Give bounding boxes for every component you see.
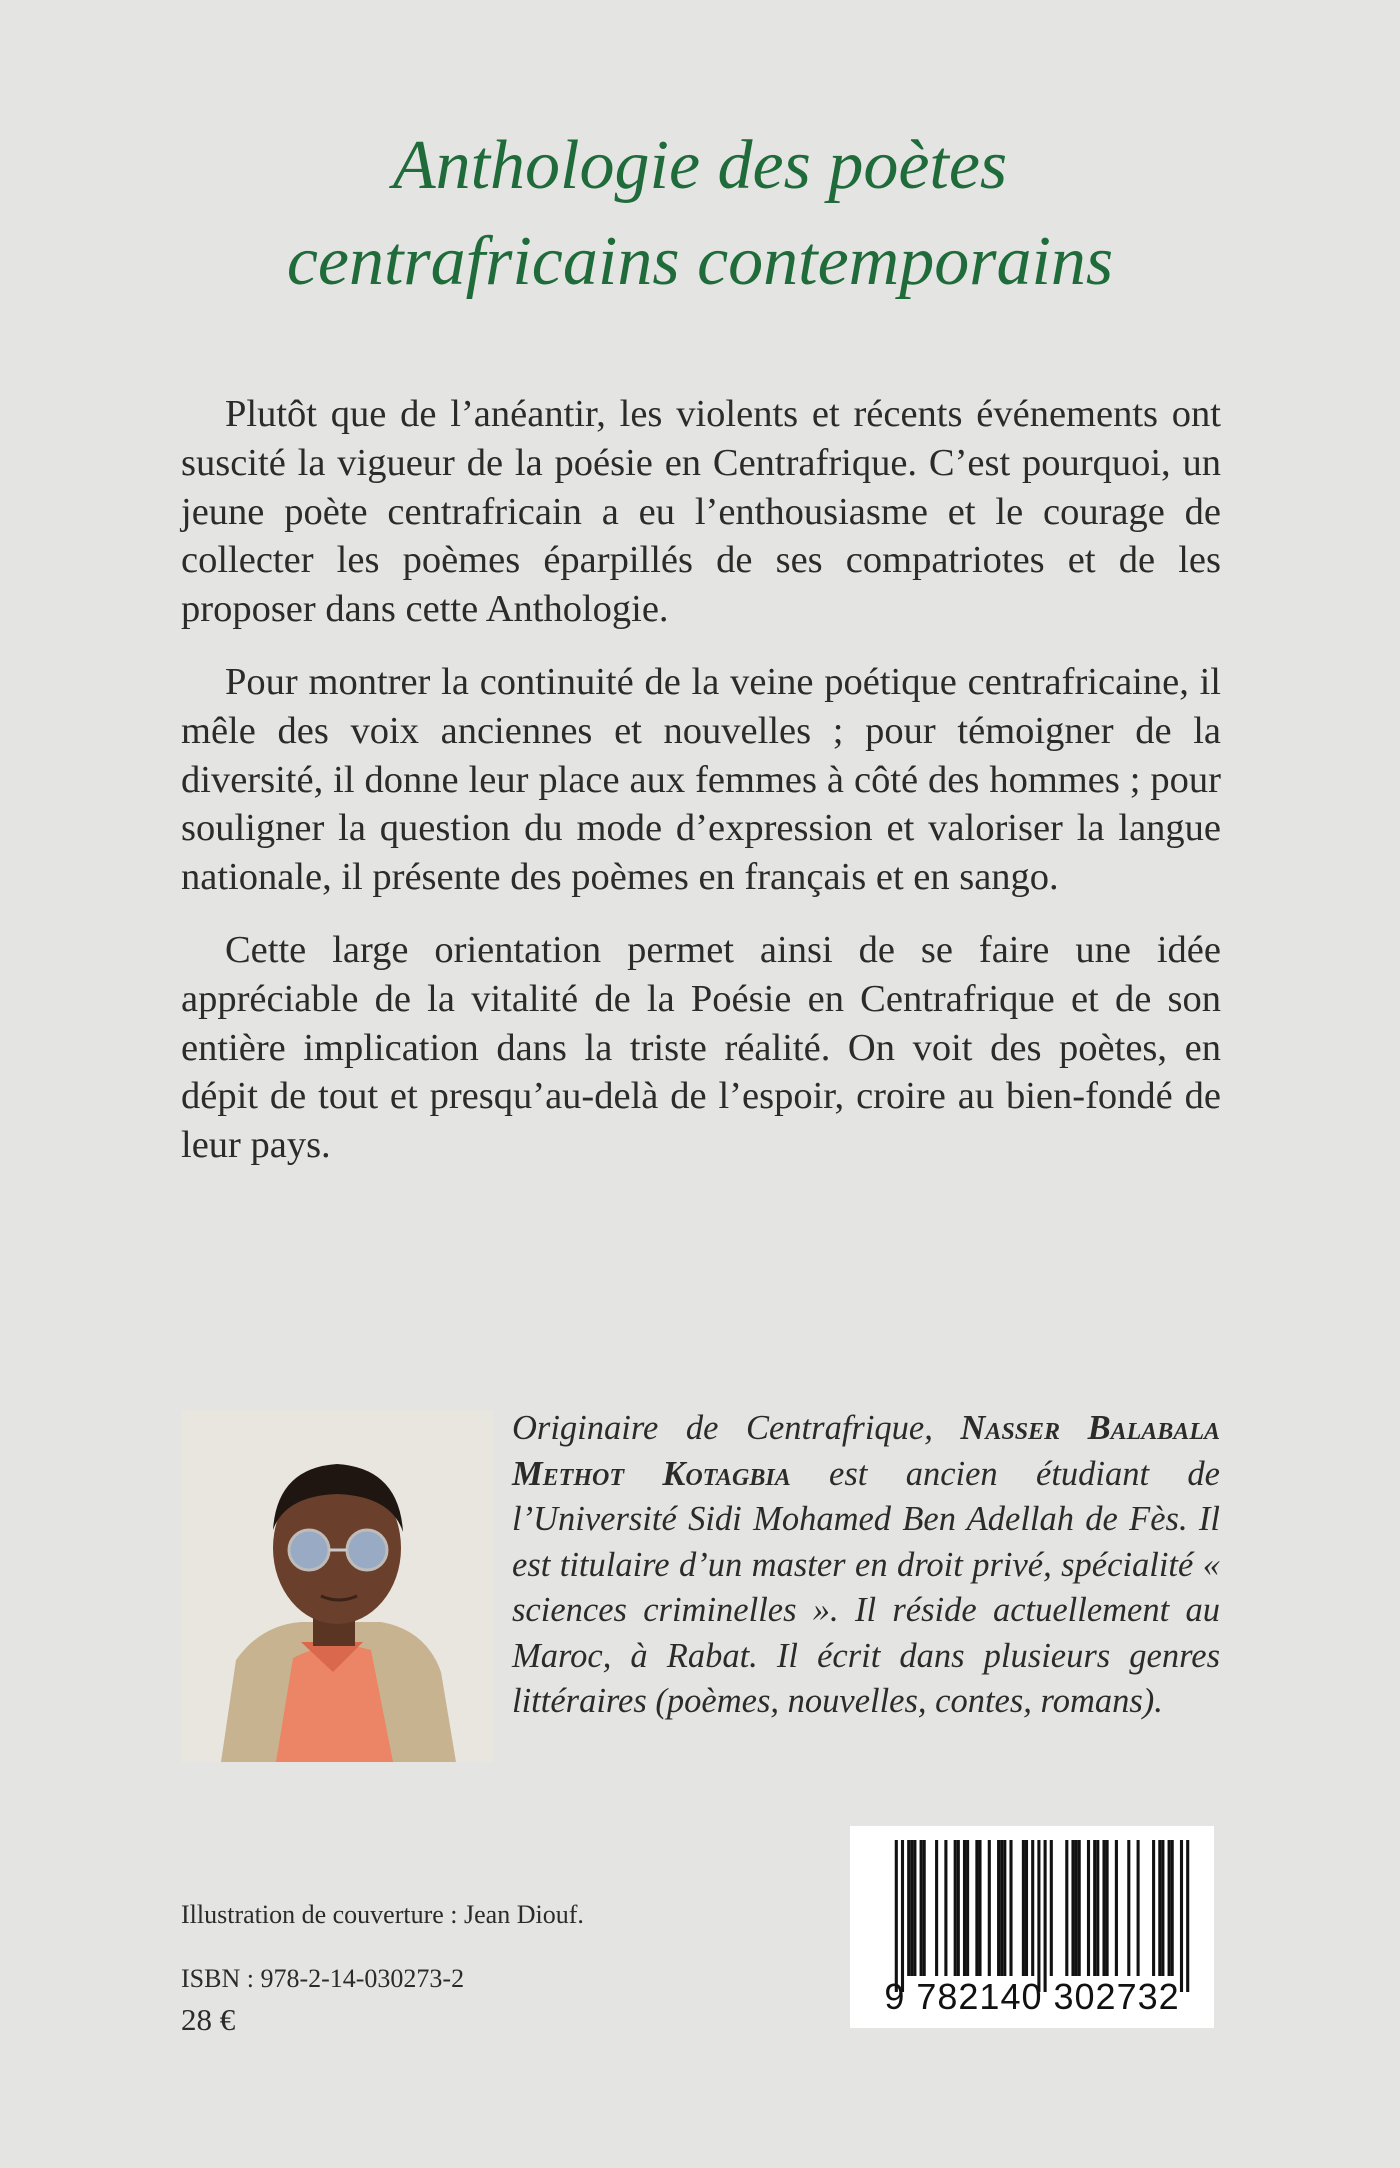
barcode-bar (1180, 1840, 1183, 1992)
barcode-bar (1161, 1840, 1164, 1976)
barcode-bar (1075, 1840, 1078, 1976)
bio-prefix: Originaire de Centrafrique, (512, 1409, 961, 1447)
barcode-bar (1102, 1840, 1105, 1976)
barcode-bar (1022, 1840, 1025, 1976)
barcode-bar (1127, 1840, 1130, 1976)
barcode-bar (1171, 1840, 1174, 1976)
barcode-bar (920, 1840, 923, 1976)
barcode-bar (954, 1840, 957, 1976)
isbn: ISBN : 978-2-14-030273-2 (181, 1964, 465, 1993)
blurb (181, 390, 1221, 1194)
barcode-bar (907, 1840, 910, 1976)
book-title (0, 118, 1400, 310)
barcode-bar (1065, 1840, 1068, 1976)
barcode-bar (975, 1840, 978, 1976)
barcode-bar (944, 1840, 947, 1976)
barcode-bar (923, 1840, 926, 1976)
barcode-bar (1044, 1840, 1047, 1992)
author-photo (181, 1410, 493, 1762)
barcode-bar (910, 1840, 913, 1976)
barcode-bar (978, 1840, 981, 1976)
bio-suffix: est ancien étudiant de l’Université Sidi Mohamed Ben Adellah de Fès. Il est titulaire d’un master en droit privé, spécialité « sciences criminelles ». Il réside actuellement au Maroc, à Rabat. Il écrit dans plusieurs genres littéraires (poèmes, nouvelles, contes, romans). (512, 1454, 1220, 1720)
barcode-number: 9 782140 302732 (884, 1976, 1180, 2017)
barcode-bar (957, 1840, 960, 1976)
barcode-bar (988, 1840, 991, 1976)
title-line-1: Anthologie des poètes (392, 127, 1008, 204)
barcode-bar (1096, 1840, 1099, 1976)
barcode-bar (1106, 1840, 1109, 1976)
barcode-bar (1037, 1840, 1040, 1992)
barcode-bar (1009, 1840, 1012, 1976)
barcode-bar (1186, 1840, 1189, 1992)
barcode-bar (935, 1840, 938, 1976)
barcode-bar (1158, 1840, 1161, 1976)
blurb-paragraph-2: Pour montrer la continuité de la veine poétique centrafricaine, il mêle des voix anciennes et nouvelles ; pour témoigner de la diversité, il donne leur place aux femmes à côté des hommes ; pour souligner la question du mode d’expression et valoriser la langue nationale, il présente des poèmes en français et en sango. (181, 660, 1221, 899)
barcode-bar (1078, 1840, 1081, 1976)
author-bio (512, 1406, 1220, 1725)
barcode-bar (997, 1840, 1000, 1976)
barcode-bar (1168, 1840, 1171, 1976)
barcode-bar (1137, 1840, 1140, 1976)
barcode-bar (966, 1840, 969, 1976)
barcode-bar (1071, 1840, 1074, 1976)
barcode-bar (895, 1840, 898, 1992)
barcode-bar (963, 1840, 966, 1976)
illustration-credit: Illustration de couverture : Jean Diouf. (181, 1900, 584, 1929)
barcode-bar (901, 1840, 904, 1992)
price: 28 € (181, 2002, 236, 2037)
barcode-bar (1050, 1840, 1053, 1976)
barcode-bar (1115, 1840, 1118, 1976)
title-line-2: centrafricains contemporains (286, 223, 1114, 300)
blurb-paragraph-1: Plutôt que de l’anéantir, les violents et récents événements ont suscité la vigueur de la poésie en Centrafrique. C’est pourquoi, un jeune poète centrafricain a eu l’enthousiasme et le courage de collecter les poèmes éparpillés de ses compatriotes et de les proposer dans cette Anthologie. (181, 393, 1221, 631)
barcode-bar (1152, 1840, 1155, 1976)
barcode-bar (1087, 1840, 1090, 1976)
barcode-bar (1093, 1840, 1096, 1976)
barcode-bar (913, 1840, 916, 1976)
barcode-bar (1000, 1840, 1003, 1976)
barcode-bar (1025, 1840, 1028, 1976)
barcode (850, 1826, 1214, 2028)
author-name: Nasser Balabala Methot Kotagbia (512, 1409, 1220, 1493)
barcode-bar (1031, 1840, 1034, 1976)
blurb-paragraph-3: Cette large orientation permet ainsi de se faire une idée appréciable de la vitalité de la Poésie en Centrafrique et de son entière implication dans la triste réalité. On voit des poètes, en dépit de tout et presqu’au-delà de l’espoir, croire au bien-fondé de leur pays. (181, 928, 1221, 1167)
barcode-bar (1003, 1840, 1006, 1976)
